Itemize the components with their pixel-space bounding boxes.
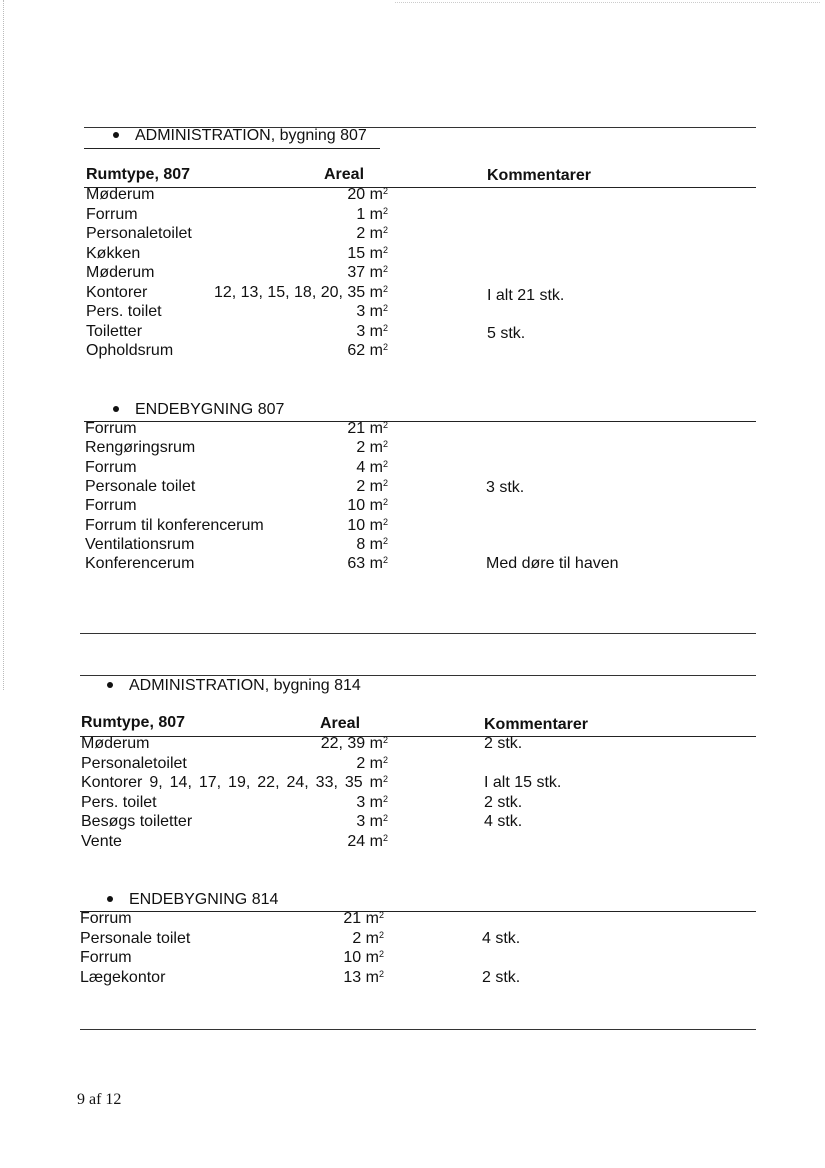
room-name: Forrum [86,205,138,223]
room-name: Møderum [81,735,150,752]
section-heading [113,400,284,420]
room-name: Konferencerum [85,555,195,573]
room-area: 3 $m^2$ [356,793,388,811]
room-area: 10 $m^2$ [347,497,388,515]
section-divider [80,1029,756,1030]
bullet-icon [107,682,113,688]
room-name: Forrum [80,949,132,966]
room-area: 21 $m^2$ [343,910,384,927]
column-header-comment: Kommentarer [487,167,592,184]
section-heading [107,676,361,696]
room-name: Møderum [86,264,155,281]
room-name: Køkken [86,244,141,262]
section-heading [107,890,278,910]
room-name: Toiletter [86,322,143,340]
header-rule [84,187,756,188]
room-area: 62 $m^2$ [347,342,388,359]
column-header-room: Rumtype, 807 [86,166,191,183]
room-name: Forrum [85,458,137,476]
room-area: 15 $m^2$ [347,244,388,262]
room-name: Vente [81,832,122,850]
room-name: Pers. toilet [81,793,157,811]
bullet-icon [113,132,119,138]
page-number: 9 af 12 [77,1091,122,1108]
room-name: Opholdsrum [86,342,174,359]
room-area: 3 $m^2$ [356,813,388,830]
room-area: 63 $m^2$ [347,555,388,573]
room-area: 1 $m^2$ [356,205,388,223]
room-area: 3 $m^2$ [356,303,388,320]
room-comment: I alt 15 stk. [484,774,562,791]
room-name: Pers. toilet [86,303,162,320]
room-comment: 4 stk. [484,813,523,830]
room-area: 2 $m^2$ [356,225,388,242]
room-comment: 2 stk. [482,968,521,986]
section-divider [80,633,756,634]
room-area: 8 $m^2$ [356,535,388,553]
room-name: Forrum til konferencerum [85,516,264,534]
room-area: 10 $m^2$ [343,949,384,966]
header-rule [80,911,756,912]
room-name: Ventilationsrum [85,535,195,553]
section-heading-text: ADMINISTRATION, bygning 814 [129,677,361,694]
column-header-room: Rumtype, 807 [81,714,186,731]
room-comment: Med døre til haven [486,555,619,573]
room-comment: 4 stk. [482,929,521,947]
room-area: 12, 13, 15, 18, 20, 35 $m^2$ [213,283,388,301]
room-area: 22, 39 $m^2$ [320,735,388,752]
room-name: Forrum [80,910,132,927]
room-comment: 5 stk. [487,324,526,342]
room-name: Personale toilet [85,477,196,495]
room-name: Rengøringsrum [85,439,196,457]
room-comment: I alt 21 stk. [487,286,565,304]
room-name: Kontorer 9, 14, 17, 19, 22, 24, 33, 35 $m^2$ [81,774,388,791]
scan-top-line [395,2,820,3]
room-comment: 3 stk. [486,478,525,496]
section-heading-text: ADMINISTRATION, bygning 807 [135,127,367,144]
room-comment: 2 stk. [484,793,523,811]
room-name: Forrum [85,420,137,437]
room-name: Lægekontor [80,968,166,986]
header-rule [84,421,756,422]
heading-underline [84,148,380,149]
room-area: 2 $m^2$ [352,929,384,947]
room-area: 4 $m^2$ [356,458,388,476]
room-area: 37 $m^2$ [347,264,388,281]
room-name: Personaletoilet [81,754,187,772]
room-area: 3 $m^2$ [356,322,388,340]
room-area: 2 $m^2$ [356,754,388,772]
room-area: 21 $m^2$ [347,420,388,437]
section-heading-text: ENDEBYGNING 807 [135,401,285,418]
room-name: Personaletoilet [86,225,192,242]
section-heading [113,126,367,146]
room-name: Besøgs toiletter [81,813,193,830]
room-area: 2 $m^2$ [356,477,388,495]
header-rule [80,736,756,737]
room-area: 20 $m^2$ [347,186,388,203]
scan-margin-line [3,0,4,690]
bullet-icon [113,406,119,412]
room-area: 24 $m^2$ [347,832,388,850]
room-name: Personale toilet [80,929,191,947]
room-area: 2 $m^2$ [356,439,388,457]
room-comment: 2 stk. [484,735,523,752]
section-heading-text: ENDEBYGNING 814 [129,891,279,908]
bullet-icon [107,896,113,902]
room-name: Forrum [85,497,137,515]
column-header-area: Areal [320,715,361,732]
room-area: 13 $m^2$ [343,968,384,986]
room-name: Møderum [86,186,155,203]
room-area: 10 $m^2$ [347,516,388,534]
column-header-comment: Kommentarer [484,716,589,733]
column-header-area: Areal [324,166,365,183]
room-name: Kontorer [86,283,148,301]
